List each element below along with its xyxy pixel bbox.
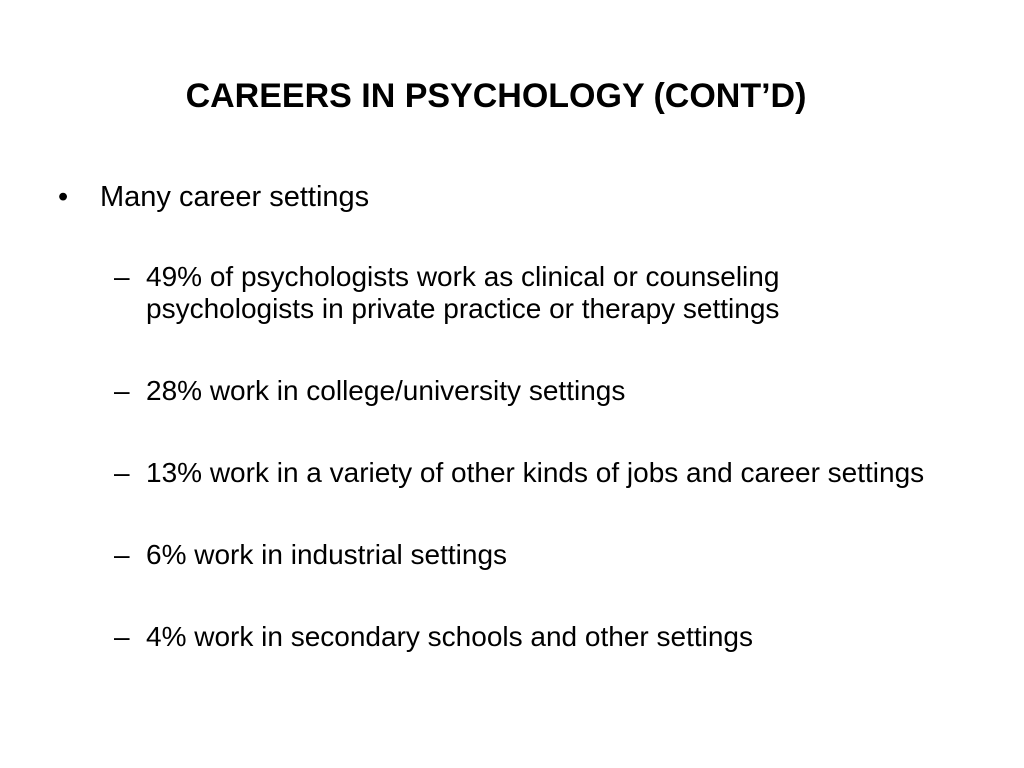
dash-marker: – — [114, 261, 130, 292]
sub-bullet-text: 6% work in industrial settings — [146, 539, 508, 570]
sub-bullet-text: 4% work in secondary schools and other settings — [146, 621, 753, 652]
slide-content — [58, 180, 958, 703]
dash-marker: – — [114, 539, 130, 570]
sub-bullet-text: 13% work in a variety of other kinds of jobs and career settings — [146, 457, 925, 488]
sub-bullet-list — [114, 261, 958, 653]
dash-marker: – — [114, 621, 130, 652]
sub-bullet-item — [114, 457, 958, 489]
bullet-text: Many career settings — [100, 181, 370, 213]
sub-bullet-item — [114, 621, 958, 653]
sub-bullet-text: 28% work in college/university settings — [146, 375, 626, 406]
slide-title: CAREERS IN PSYCHOLOGY (CONT’D) — [185, 77, 807, 115]
sub-bullet-item — [114, 539, 958, 571]
bullet-marker: • — [58, 181, 69, 213]
bullet-item — [58, 180, 958, 214]
sub-bullet-text: 49% of psychologists work as clinical or counseling psychologists in private practice or therapy settings — [146, 261, 780, 324]
sub-bullet-item — [114, 261, 958, 325]
sub-bullet-item — [114, 375, 958, 407]
dash-marker: – — [114, 457, 130, 488]
dash-marker: – — [114, 375, 130, 406]
